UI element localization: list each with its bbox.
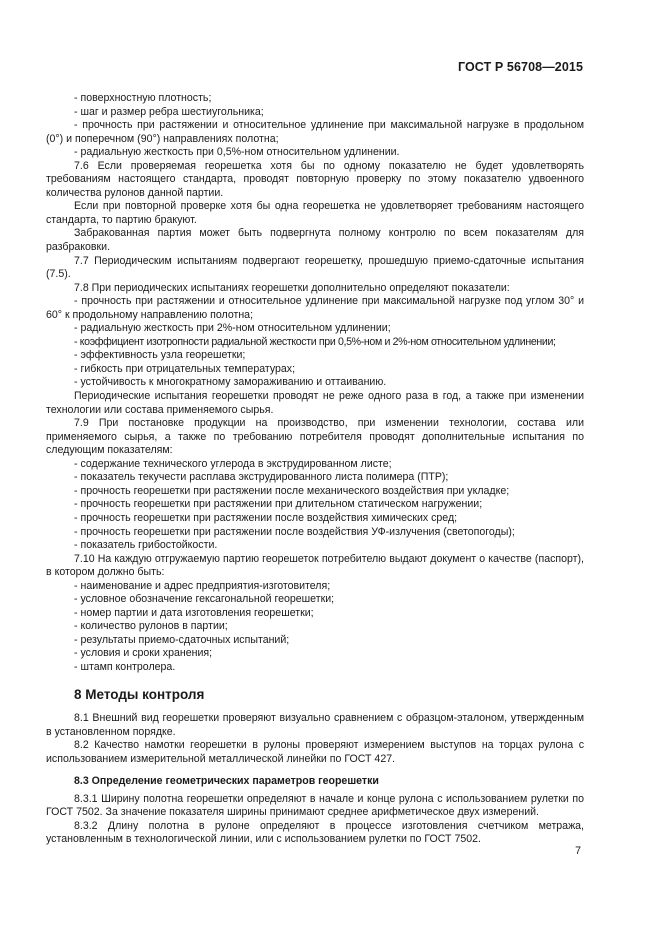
list-item: - штамп контролера. — [74, 660, 176, 673]
list-item: - эффективность узла георешетки; — [74, 349, 246, 362]
paragraph-8-2: 8.2 Качество намотки георешетки в рулоны проверяют измерением выступов на торцах рулона с использованием измерительной металлической линейки по ГОСТ 427. — [46, 739, 584, 765]
list-item: - устойчивость к многократному замораживанию и оттаиванию. — [74, 376, 387, 389]
list-item: - номер партии и дата изготовления георешетки; — [74, 606, 314, 619]
list-item: - шаг и размер ребра шестиугольника; — [74, 105, 264, 118]
document-header: ГОСТ Р 56708—2015 — [457, 60, 583, 74]
paragraph-7-6: 7.6 Если проверяемая георешетка хотя бы по одному показателю не будет удовлетворять требованиям настоящего стандарта, проводят повторную проверку по этому показателю удвоенного количества рулонов данной партии. — [46, 159, 584, 199]
paragraph-7-8: 7.8 При периодических испытаниях георешетки дополнительно определяют показатели: — [74, 281, 510, 294]
paragraph-7-7: 7.7 Периодическим испытаниям подвергают георешетку, прошедшую приемо-сдаточные испытания (7.5). — [46, 254, 584, 281]
paragraph-8-3-2: 8.3.2 Длину полотна в рулоне определяют в процессе изготовления счетчиком метража, установленным в технологической линии, или с использованием рулетки по ГОСТ 7502. — [46, 819, 584, 846]
paragraph: Периодические испытания георешетки проводят не реже одного раза в год, а также при изменении технологии или состава применяемого сырья. — [46, 390, 584, 416]
list-item: - результаты приемо-сдаточных испытаний; — [74, 633, 290, 646]
list-item: - количество рулонов в партии; — [74, 620, 228, 633]
list-item: - радиальную жесткость при 0,5%-ном относительном удлинении. — [74, 146, 400, 159]
paragraph-8-1: 8.1 Внешний вид георешетки проверяют визуально сравнением с образцом-эталоном, утвержденным в установленном порядке. — [46, 712, 584, 738]
list-item: - прочность георешетки при растяжении при длительном статическом нагружении; — [74, 498, 483, 511]
subsection-heading-8-3: 8.3 Определение геометрических параметров георешетки — [74, 775, 379, 788]
list-item: - условия и сроки хранения; — [74, 647, 213, 660]
document-body — [46, 92, 584, 847]
list-item: - содержание технического углерода в экструдированном листе; — [74, 457, 392, 470]
list-item: - прочность георешетки при растяжении после воздействия химических сред; — [74, 511, 458, 524]
list-item: - прочность георешетки при растяжении после воздействия УФ-излучения (светопогоды); — [74, 525, 515, 538]
list-item: - показатель грибостойкости. — [74, 539, 218, 552]
list-item: - условное обозначение гексагональной георешетки; — [74, 593, 335, 606]
list-item: - прочность георешетки при растяжении после механического воздействия при укладке; — [74, 484, 510, 497]
list-item: - прочность при растяжении и относительное удлинение при максимальной нагрузке в продольном (0°) и поперечном (90°) направлениях полотна; — [46, 119, 584, 145]
section-heading-8: 8 Методы контроля — [74, 686, 205, 702]
page-number: 7 — [575, 845, 581, 857]
paragraph: Забракованная партия может быть подвергнута полному контролю по всем показателям для разбраковки. — [46, 227, 584, 254]
paragraph-7-9: 7.9 При постановке продукции на производство, при изменении технологии, состава или применяемого сырья, а также по требованию потребителя проводят дополнительные испытания по следующим показателям: — [46, 417, 584, 457]
list-item: - показатель текучести расплава экструдированного листа полимера (ПТР); — [74, 471, 449, 484]
list-item: - коэффициент изотропности радиальной жесткости при 0,5%-ном и 2%-ном относительном удлинении; — [74, 335, 556, 348]
paragraph-8-3-1: 8.3.1 Ширину полотна георешетки определяют в начале и конце рулона с использованием рулетки по ГОСТ 7502. За значение показателя ширины принимают среднее арифметическое двух измерений. — [46, 792, 584, 819]
list-item: - наименование и адрес предприятия-изготовителя; — [74, 579, 331, 592]
paragraph-7-10: 7.10 На каждую отгружаемую партию георешеток потребителю выдают документ о качестве (паспорт), в котором должно быть: — [46, 552, 584, 579]
list-item: - поверхностную плотность; — [74, 92, 212, 104]
list-item: - радиальную жесткость при 2%-ном относительном удлинении; — [74, 322, 391, 335]
list-item: - гибкость при отрицательных температурах; — [74, 362, 296, 375]
list-item: - прочность при растяжении и относительное удлинение при максимальной нагрузке под углом 30° и 60° к продольному направлению полотна; — [46, 295, 584, 321]
paragraph: Если при повторной проверке хотя бы одна георешетка не удовлетворяет требованиям настоящего стандарта, то партию бракуют. — [46, 200, 584, 226]
